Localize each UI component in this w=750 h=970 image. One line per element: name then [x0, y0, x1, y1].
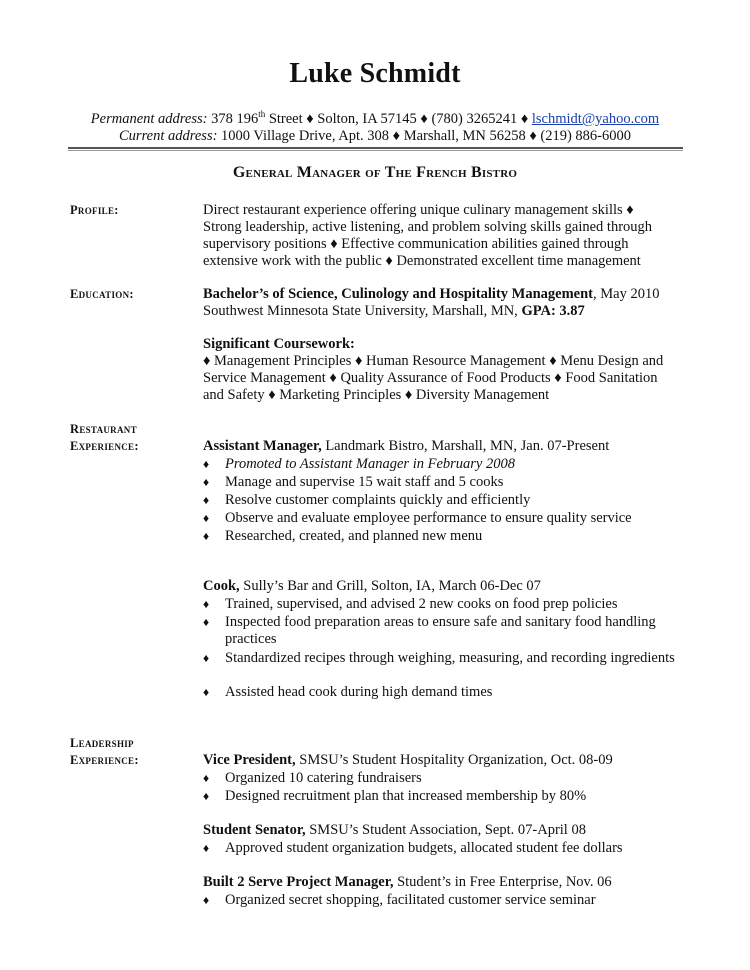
diamond-bullet-icon: ♦	[203, 529, 210, 543]
coursework-line: and Safety ♦ Marketing Principles ♦ Diversity Management	[203, 387, 550, 403]
education-block	[203, 286, 683, 320]
job-title: Assistant Manager,	[203, 438, 322, 454]
resume-name: Luke Schmidt	[289, 58, 461, 89]
school-name: Southwest Minnesota State University, Marshall, MN,	[203, 303, 522, 319]
permanent-address-rest: Street ♦ Solton, IA 57145 ♦ (780) 3265241 ♦	[265, 111, 532, 127]
email-link[interactable]: lschmidt@yahoo.com	[531, 111, 660, 127]
coursework-block	[203, 336, 683, 404]
diamond-bullet-icon: ♦	[203, 893, 210, 907]
current-address-line	[0, 128, 750, 145]
diamond-bullet-icon: ♦	[203, 841, 210, 855]
bullet-text: Standardized recipes through weighing, measuring, and recording ingredients	[225, 650, 675, 666]
job-title-line	[203, 438, 683, 455]
diamond-bullet-icon: ♦	[203, 771, 210, 785]
bullet-text: Researched, created, and planned new menu	[225, 528, 483, 544]
bullet-item	[203, 510, 683, 527]
header-divider	[68, 147, 683, 151]
role-title-line	[203, 874, 683, 891]
bullet-text: Approved student organization budgets, allocated student fee dollars	[225, 840, 623, 856]
role-detail: SMSU’s Student Hospitality Organization, Oct. 08-09	[295, 752, 613, 768]
role-detail: SMSU’s Student Association, Sept. 07-April 08	[305, 822, 586, 838]
role-detail: Student’s in Free Enterprise, Nov. 06	[393, 874, 612, 890]
current-address-value: 1000 Village Drive, Apt. 308 ♦ Marshall, MN 56258 ♦ (219) 886-6000	[221, 128, 631, 144]
leadership-experience-heading	[70, 735, 139, 769]
bullet-item	[203, 684, 683, 701]
bullet-item	[203, 650, 683, 667]
bullet-text: Inspected food preparation areas to ensure safe and sanitary food handling practices	[225, 614, 656, 647]
bullet-item	[203, 614, 683, 648]
diamond-bullet-icon: ♦	[203, 457, 210, 471]
job-detail: Sully’s Bar and Grill, Solton, IA, March 06-Dec 07	[239, 578, 541, 594]
diamond-bullet-icon: ♦	[203, 493, 210, 507]
bullet-item	[203, 892, 683, 909]
job-title: Cook,	[203, 578, 240, 594]
bullet-text: Organized secret shopping, facilitated customer service seminar	[225, 892, 596, 908]
role-title-line	[203, 822, 683, 839]
profile-line: extensive work with the public ♦ Demonstrated excellent time management	[203, 253, 641, 269]
bullet-text: Resolve customer complaints quickly and efficiently	[225, 492, 531, 508]
bullet-text: Designed recruitment plan that increased membership by 80%	[225, 788, 587, 804]
bullet-text: Manage and supervise 15 wait staff and 5 cooks	[225, 474, 504, 490]
role-title-line	[203, 752, 683, 769]
bullet-item	[203, 840, 683, 857]
current-address-label: Current address:	[119, 128, 218, 144]
bullet-text: Observe and evaluate employee performance to ensure quality service	[225, 510, 632, 526]
gpa: GPA: 3.87	[521, 303, 585, 319]
profile-line: Strong leadership, active listening, and problem solving skills gained through	[203, 219, 653, 235]
profile-line: Direct restaurant experience offering unique culinary management skills ♦	[203, 202, 634, 218]
degree-name: Bachelor’s of Science, Culinology and Hospitality Management	[203, 286, 594, 302]
profile-text	[203, 202, 683, 270]
leadership-heading-line2: Experience:	[70, 753, 139, 767]
bullet-item	[203, 492, 683, 509]
permanent-address-line	[0, 111, 750, 128]
bullet-item	[203, 770, 683, 787]
bullet-item	[203, 596, 683, 613]
job-title-line	[203, 578, 683, 595]
bullet-text: Promoted to Assistant Manager in February 2008	[225, 456, 515, 472]
diamond-bullet-icon: ♦	[203, 651, 210, 665]
bullet-item	[203, 474, 683, 491]
school-line	[203, 303, 683, 320]
objective-title: General Manager of The French Bistro	[232, 164, 518, 181]
profile-line: supervisory positions ♦ Effective communication abilities gained through	[203, 236, 629, 252]
degree-line	[203, 286, 683, 303]
coursework-heading: Significant Coursework:	[203, 336, 355, 352]
coursework-line: ♦ Management Principles ♦ Human Resource Management ♦ Menu Design and	[203, 353, 664, 369]
diamond-bullet-icon: ♦	[203, 597, 210, 611]
role-title: Student Senator,	[203, 822, 306, 838]
permanent-address-label: Permanent address:	[90, 111, 208, 127]
bullet-text: Trained, supervised, and advised 2 new cooks on food prep policies	[225, 596, 618, 612]
permanent-address-suffix: th	[258, 109, 266, 119]
diamond-bullet-icon: ♦	[203, 615, 210, 629]
role-title: Built 2 Serve Project Manager,	[203, 874, 394, 890]
education-heading: Education:	[70, 287, 134, 301]
bullet-item	[203, 788, 683, 805]
bullet-text: Assisted head cook during high demand times	[225, 684, 493, 700]
diamond-bullet-icon: ♦	[203, 475, 210, 489]
role-title: Vice President,	[203, 752, 296, 768]
bullet-item	[203, 528, 683, 545]
restaurant-heading-line2: Experience:	[70, 439, 139, 453]
profile-heading: Profile:	[70, 203, 119, 217]
bullet-item	[203, 456, 683, 473]
permanent-address-street: 378 196	[211, 111, 259, 127]
restaurant-heading-line1: Restaurant	[70, 422, 137, 436]
coursework-line: Service Management ♦ Quality Assurance of Food Products ♦ Food Sanitation	[203, 370, 658, 386]
diamond-bullet-icon: ♦	[203, 685, 210, 699]
job-detail: Landmark Bistro, Marshall, MN, Jan. 07-Present	[321, 438, 610, 454]
bullet-text: Organized 10 catering fundraisers	[225, 770, 422, 786]
degree-date: , May 2010	[593, 286, 660, 302]
restaurant-experience-heading	[70, 421, 139, 455]
leadership-heading-line1: Leadership	[70, 736, 134, 750]
diamond-bullet-icon: ♦	[203, 511, 210, 525]
diamond-bullet-icon: ♦	[203, 789, 210, 803]
